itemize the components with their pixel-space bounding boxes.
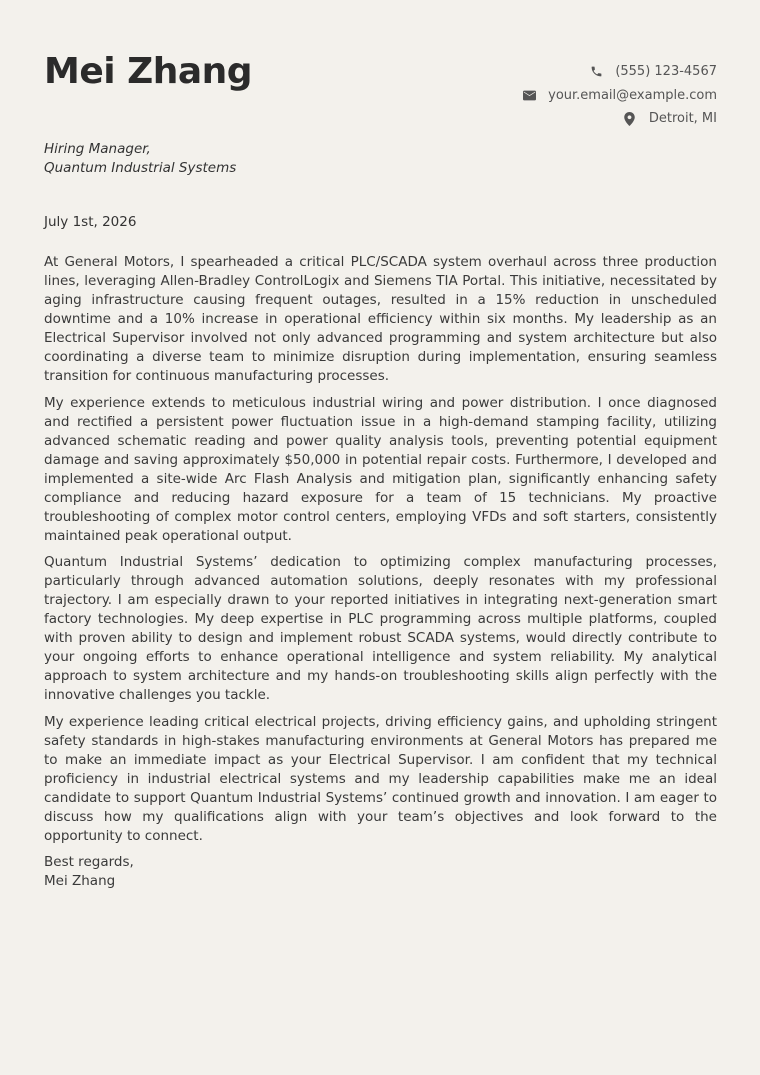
contact-phone [522, 60, 717, 84]
phone-icon [589, 65, 603, 79]
recipient-block [44, 140, 236, 178]
applicant-name: Mei Zhang [44, 51, 253, 92]
recipient-title: Hiring Manager, [44, 141, 151, 157]
contact-location [522, 107, 717, 131]
envelope-icon [522, 88, 536, 102]
letter-body [44, 253, 717, 891]
closing-block [44, 853, 717, 891]
map-pin-icon [623, 112, 637, 126]
recipient-company: Quantum Industrial Systems [44, 160, 237, 176]
phone-text: (555) 123-4567 [615, 64, 717, 80]
location-text: Detroit, MI [648, 111, 717, 127]
email-text: your.email@example.com [548, 87, 717, 103]
body-paragraph-3: Quantum Industrial Systems’ dedication to optimizing complex manufacturing processes, particularly through advanced automation solutions, deeply resonates with my professional trajectory. I am especially drawn to your reported initiatives in integrating next-generation smart factory technologies. My deep expertise in PLC programming across multiple platforms, coupled with proven ability to design and implement robust SCADA systems, would directly contribute to your ongoing efforts to enhance operational intelligence and system reliability. My analytical approach to system architecture and my hands-on troubleshooting skills align perfectly with the innovative challenges you tackle. [44, 554, 717, 703]
body-paragraph-2: My experience extends to meticulous industrial wiring and power distribution. I once diagnosed and rectified a persistent power fluctuation issue in a high-demand stamping facility, utilizing advanced schematic reading and power quality analysis tools, preventing potential equipment damage and saving approximately $50,000 in potential repair costs. Furthermore, I developed and implemented a site-wide Arc Flash Analysis and mitigation plan, significantly enhancing safety compliance and reducing hazard exposure for a team of 15 technicians. My proactive troubleshooting of complex motor control centers, employing VFDs and soft starters, consistently maintained peak operational output. [44, 394, 717, 544]
body-paragraph-1: At General Motors, I spearheaded a critical PLC/SCADA system overhaul across three production lines, leveraging Allen-Bradley ControlLogix and Siemens TIA Portal. This initiative, necessitated by aging infrastructure causing frequent outages, resulted in a 15% reduction in unscheduled downtime and a 10% increase in operational efficiency within six months. My leadership as an Electrical Supervisor involved not only advanced programming and system architecture but also coordinating a diverse team to minimize disruption during implementation, ensuring seamless transition for continuous manufacturing processes. [44, 254, 717, 384]
closing-signature: Mei Zhang [44, 873, 116, 889]
contact-email [522, 84, 717, 108]
letter-date: July 1st, 2026 [44, 214, 137, 230]
closing-salutation: Best regards, [44, 854, 134, 870]
body-paragraph-4: My experience leading critical electrical projects, driving efficiency gains, and upholding stringent safety standards in high-stakes manufacturing environments at General Motors has prepared me to make an immediate impact as your Electrical Supervisor. I am confident that my technical proficiency in industrial electrical systems and my leadership capabilities make me an ideal candidate to support Quantum Industrial Systems’ continued growth and innovation. I am eager to discuss how my qualifications align with your team’s objectives and look forward to the opportunity to connect. [44, 713, 717, 844]
contact-block [522, 60, 717, 131]
